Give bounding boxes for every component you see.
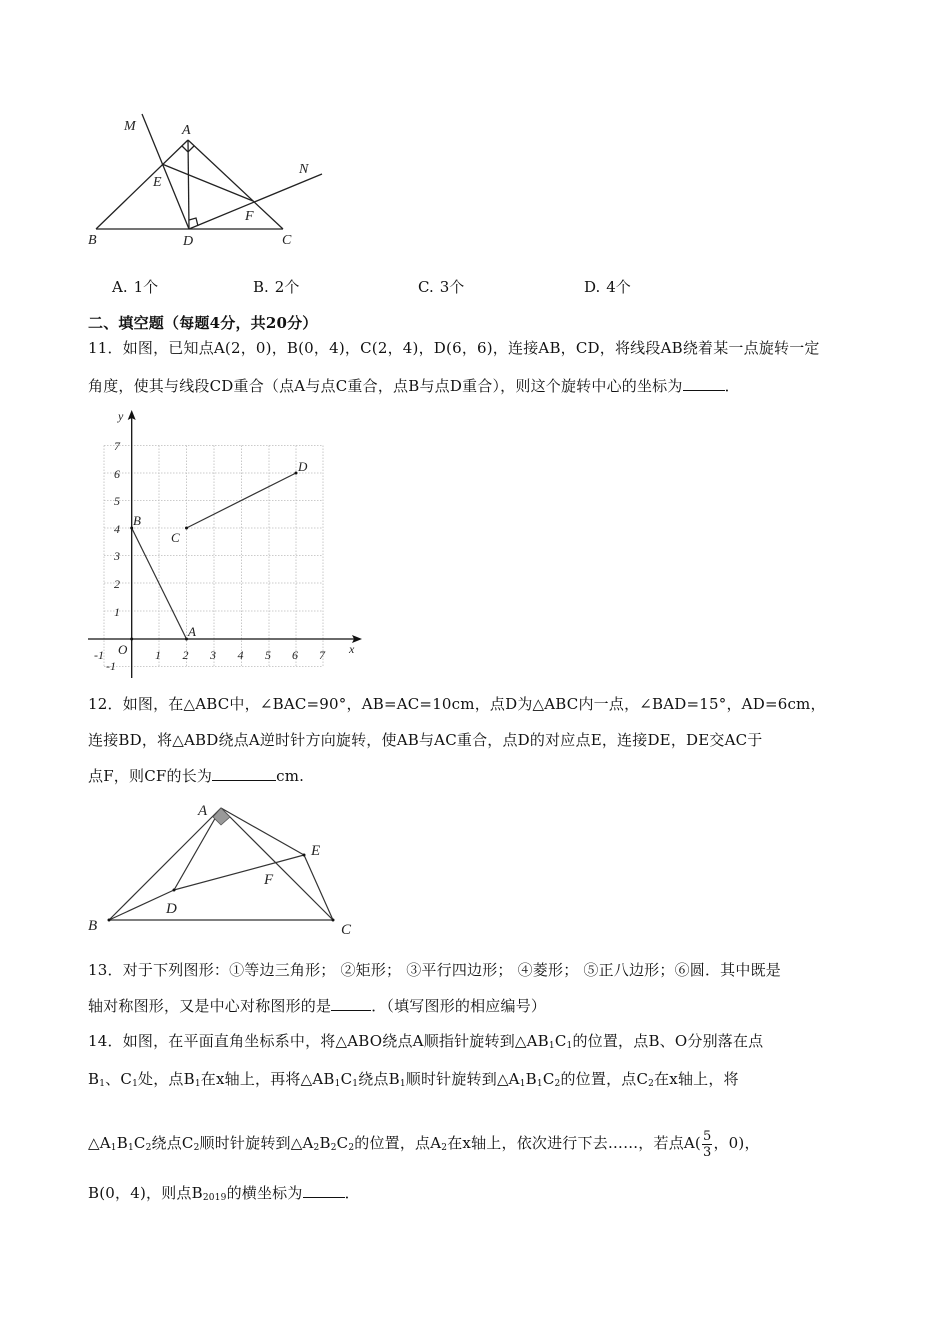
q11-coordinate-grid	[80, 400, 370, 680]
q12-line3: 点F，则CF的长为 cm.	[88, 767, 305, 785]
q14-answer-blank[interactable]	[303, 1183, 345, 1198]
q14-line3: $\triangle A_1B_1C_2$绕点$C_2$顺时针旋转到$\triangle A_2B_2C_2$的位置，点$A_2$在x轴上，依次进行下去……，若点A( $\frac{5}{3}$ ，0)，	[88, 1128, 760, 1160]
label-D: D	[183, 234, 194, 249]
x-tick: 2	[182, 648, 189, 662]
label-F: F	[264, 872, 274, 888]
q10-option-b: B. 2个	[253, 278, 300, 296]
q10-triangle-figure	[80, 100, 340, 260]
q14-line2: $B_1$、$C_1$处，点$B_1$在x轴上，再将$\triangle AB_1C_1$绕点$B_1$顺时针旋转到$\triangle A_1B_1C_2$的位置，点$C_2$在x轴上，将	[88, 1070, 739, 1089]
x-axis-label: x	[349, 642, 355, 656]
q13-line2: 轴对称图形，又是中心对称图形的是 ．（填写图形的相应编号）	[88, 997, 547, 1015]
fraction-five-thirds: $\frac{5}{3}$	[702, 1128, 712, 1160]
label-E: E	[153, 175, 162, 190]
q12-line1: 12．如图，在△ABC中，∠BAC=90°，AB=AC=10cm，点D为△ABC内一点，∠BAD=15°，AD=6cm，	[88, 695, 826, 713]
y-tick: 5	[114, 494, 120, 508]
label-M: M	[124, 119, 136, 134]
label-C: C	[282, 233, 292, 248]
x-tick: -1	[94, 648, 104, 662]
label-B: B	[88, 918, 98, 934]
x-tick: 5	[265, 648, 271, 662]
q14-line4: B(0，4)，则点$B_{2019}$的横坐标为 ．	[88, 1184, 360, 1203]
q12-answer-blank[interactable]	[212, 766, 276, 781]
q13-line1: 13．对于下列图形：①等边三角形； ②矩形； ③平行四边形； ④菱形； ⑤正八边形；⑥圆．其中既是	[88, 961, 781, 979]
x-tick: 4	[237, 648, 244, 662]
q11-line1: 11．如图，已知点A(2，0)，B(0，4)，C(2，4)，D(6，6)，连接AB，CD，将线段AB绕着某一点旋转一定	[88, 339, 820, 357]
origin-label: O	[118, 642, 128, 657]
x-tick: 1	[155, 648, 161, 662]
q12-triangle-figure	[80, 795, 370, 945]
label-F: F	[245, 209, 254, 224]
point-label-D: D	[298, 459, 308, 474]
q10-option-d: D. 4个	[584, 278, 631, 296]
y-tick: 1	[114, 605, 120, 619]
y-tick: 4	[114, 522, 120, 536]
y-tick: 6	[114, 467, 120, 481]
y-axis-label: y	[118, 409, 124, 423]
q10-option-c: C. 3个	[418, 278, 465, 296]
x-tick: 6	[292, 648, 298, 662]
y-tick: 3	[114, 549, 120, 563]
q12-line2: 连接BD，将△ABD绕点A逆时针方向旋转，使AB与AC重合，点D的对应点E，连接DE，DE交AC于	[88, 731, 763, 749]
point-label-C: C	[171, 530, 180, 545]
q11-answer-blank[interactable]	[683, 376, 725, 391]
x-tick: 3	[210, 648, 216, 662]
q13-answer-blank[interactable]	[331, 996, 371, 1011]
point-label-A: A	[188, 624, 196, 639]
q11-line2: 角度，使其与线段CD重合（点A与点C重合，点B与点D重合），则这个旋转中心的坐标为 ．	[88, 377, 740, 395]
label-A: A	[182, 123, 191, 138]
point-label-B: B	[133, 513, 141, 528]
label-B: B	[88, 233, 97, 248]
y-tick: 7	[114, 439, 120, 453]
y-tick: 2	[114, 577, 120, 591]
label-A: A	[198, 803, 208, 819]
section-heading: 二、填空题（每题4分，共20分）	[88, 314, 318, 332]
label-N: N	[299, 162, 309, 177]
q14-line1: 14．如图，在平面直角坐标系中，将△ABO绕点A顺指针旋转到$\triangle AB_1C_1$的位置，点B、O分别落在点	[88, 1032, 764, 1051]
y-tick: -1	[106, 659, 116, 673]
x-tick: 7	[319, 648, 325, 662]
q10-option-a: A. 1个	[112, 278, 159, 296]
label-D: D	[166, 901, 177, 917]
label-E: E	[311, 843, 321, 859]
label-C: C	[341, 922, 352, 938]
